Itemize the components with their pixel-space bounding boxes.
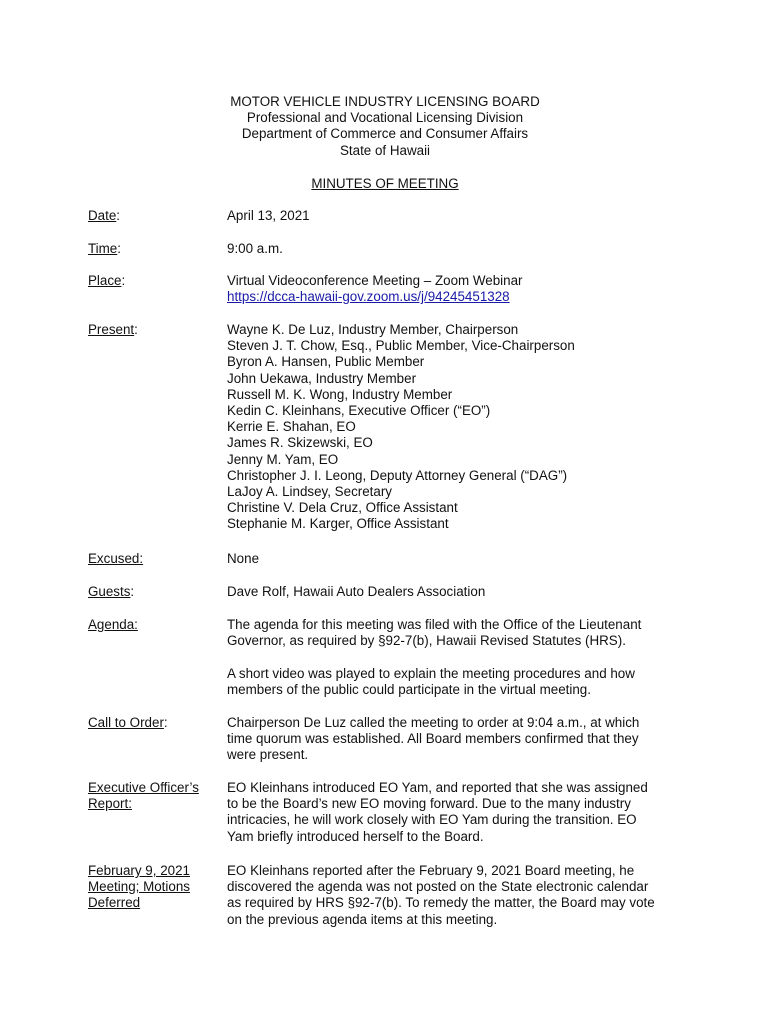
present-member: Byron A. Hansen, Public Member xyxy=(227,354,425,370)
agenda-line: A short video was played to explain the meeting procedures and how xyxy=(227,666,635,681)
agenda-line: Governor, as required by §92-7(b), Hawaii Revised Statutes (HRS). xyxy=(227,633,626,649)
place-value: Virtual Videoconference Meeting – Zoom Webinar xyxy=(227,273,523,288)
minutes-page: MOTOR VEHICLE INDUSTRY LICENSING BOARD Professional and Vocational Licensing Division Department of Commerce and Consumer Affairs State of Hawaii MINUTES OF MEETING Date: April 13, 2021 Time: 9:00 a.m. Place: Virtual Videoconference Meeting – Zoom Webinar https://dcca-hawaii-gov.zoom.us/j/94245451328 Present: Wayne K. De Luz, Industry Member, Chairperson Steven J. T. Chow, Esq., Public Member, Vice-Chairperson Byron A. Hansen, Public Member John Uekawa, Industry Member Russell M. K. Wong, Industry Member Kedin C. Kleinhans, Executive Officer (“EO”) Kerrie E. Shahan, EO James R. Skizewski, EO Jenny M. Yam, EO Christopher J. I. Leong, Deputy Attorney General (“DAG”) LaJoy A. Lindsey, Secretary Christine V. Dela Cruz, Office Assistant Stephanie M. Karger, Office Assistant Excused: None Guests: Dave Rolf, Hawaii Auto Dealers Association Agenda: The agenda for this meeting was filed with the Office of the Lieutenant Governor, as required by §92-7(b), Hawaii Revised Statutes (HRS). A short video was played to explain the meeting procedures and how members of the public could participate in the virtual meeting. Call to Order: Chairperson De Luz called the meeting to order at 9:04 a.m., at which time quorum was established. All Board members confirmed that they were present. Executive Officer’s Report: EO Kleinhans introduced EO Yam, and reported that she was assigned to be the Board’s new EO moving forward. Due to the many industry intricacies, he will work closely with EO Yam during the transition. EO Yam briefly introduced herself to the Board. February 9, 2021 Meeting; Motions Deferred EO Kleinhans reported after the February 9, 2021 Board meeting, he discovered the agenda was not posted on the State electronic calendar as required by HRS §92-7(b). To remedy the matter, the Board may vote on the previous agenda items at this meeting. xyxy=(0,0,770,1024)
agenda-line: The agenda for this meeting was filed with the Office of the Lieutenant xyxy=(227,617,642,632)
zoom-link[interactable]: https://dcca-hawaii-gov.zoom.us/j/94245451328 xyxy=(227,289,510,305)
present-member: Kedin C. Kleinhans, Executive Officer (“EO”) xyxy=(227,403,491,419)
agenda-line: members of the public could participate in the virtual meeting. xyxy=(227,682,591,698)
present-member: Kerrie E. Shahan, EO xyxy=(227,419,356,435)
present-member: Jenny M. Yam, EO xyxy=(227,451,339,467)
time-value: 9:00 a.m. xyxy=(227,241,283,256)
present-member: Steven J. T. Chow, Esq., Public Member, Vice-Chairperson xyxy=(227,338,575,354)
feb-meeting-line: EO Kleinhans reported after the February 9, 2021 Board meeting, he xyxy=(227,863,635,878)
present-member: Russell M. K. Wong, Industry Member xyxy=(227,386,453,402)
department-name: Department of Commerce and Consumer Affairs xyxy=(241,126,529,142)
agenda-label: Agenda: xyxy=(88,617,138,632)
minutes-title: MINUTES OF MEETING xyxy=(311,176,459,191)
eo-report-line: EO Kleinhans introduced EO Yam, and reported that she was assigned xyxy=(227,780,648,795)
date-value: April 13, 2021 xyxy=(227,208,310,223)
guests-label: Guests xyxy=(88,584,131,599)
division-name: Professional and Vocational Licensing Division xyxy=(246,110,524,126)
feb-meeting-label: February 9, 2021 Meeting; Motions Deferred xyxy=(88,863,190,911)
feb-meeting-text xyxy=(227,863,687,928)
call-to-order-line: time quorum was established. All Board members confirmed that they xyxy=(227,731,639,747)
guests-value: Dave Rolf, Hawaii Auto Dealers Association xyxy=(227,584,486,599)
place-label: Place xyxy=(88,273,122,288)
eo-report-line: Yam briefly introduced herself to the Board. xyxy=(227,828,484,844)
eo-report-line: intricacies, he will work closely with EO Yam during the transition. EO xyxy=(227,812,637,828)
time-label: Time xyxy=(88,241,118,256)
present-member: Christopher J. I. Leong, Deputy Attorney General (“DAG”) xyxy=(227,467,568,483)
present-member: Wayne K. De Luz, Industry Member, Chairperson xyxy=(227,322,519,337)
call-to-order-label: Call to Order xyxy=(88,715,164,730)
agenda-text xyxy=(227,617,687,649)
present-member: Stephanie M. Karger, Office Assistant xyxy=(227,516,449,532)
excused-value: None xyxy=(227,551,260,566)
feb-meeting-line: on the previous agenda items at this meeting. xyxy=(227,911,498,927)
board-name: MOTOR VEHICLE INDUSTRY LICENSING BOARD xyxy=(230,94,540,109)
eo-report-text xyxy=(227,780,687,845)
call-to-order-line: Chairperson De Luz called the meeting to order at 9:04 a.m., at which xyxy=(227,715,640,730)
date-label: Date xyxy=(88,208,117,223)
eo-report-line: to be the Board’s new EO moving forward. Due to the many industry xyxy=(227,796,631,812)
present-member: John Uekawa, Industry Member xyxy=(227,370,417,386)
excused-label: Excused: xyxy=(88,551,144,566)
eo-report-label: Executive Officer’s Report: xyxy=(88,780,199,812)
present-member: LaJoy A. Lindsey, Secretary xyxy=(227,484,392,500)
present-member: Christine V. Dela Cruz, Office Assistant xyxy=(227,500,458,516)
present-list xyxy=(227,322,687,533)
state-name: State of Hawaii xyxy=(339,142,431,158)
call-to-order-line: were present. xyxy=(227,747,309,763)
present-member: James R. Skizewski, EO xyxy=(227,435,373,451)
feb-meeting-line: discovered the agenda was not posted on the State electronic calendar xyxy=(227,879,649,895)
agenda-text-2 xyxy=(227,666,687,698)
feb-meeting-line: as required by HRS §92-7(b). To remedy the matter, the Board may vote xyxy=(227,895,655,911)
call-to-order-text xyxy=(227,715,687,764)
document-header xyxy=(0,94,770,159)
present-label: Present xyxy=(88,322,135,337)
